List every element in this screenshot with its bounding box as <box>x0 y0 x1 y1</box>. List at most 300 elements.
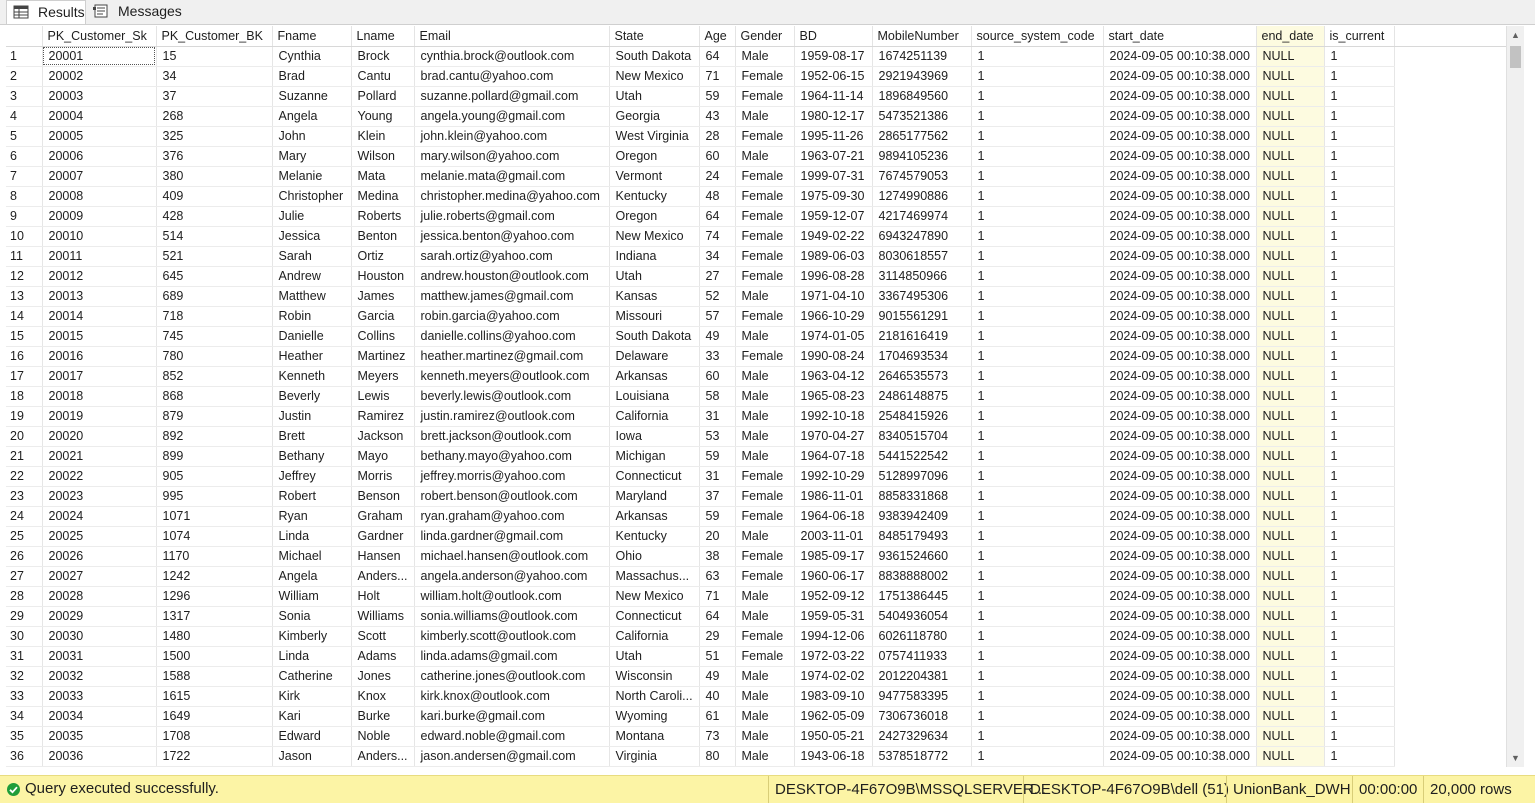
cell-pk-customer-bk[interactable]: 1722 <box>156 746 272 766</box>
row-number[interactable]: 25 <box>6 526 42 546</box>
cell-mobilenumber[interactable]: 5378518772 <box>872 746 971 766</box>
cell-pk-customer-bk[interactable]: 1317 <box>156 606 272 626</box>
cell-gender[interactable]: Female <box>735 546 794 566</box>
cell-bd[interactable]: 1950-05-21 <box>794 726 872 746</box>
cell-start-date[interactable]: 2024-09-05 00:10:38.000 <box>1103 226 1256 246</box>
cell-source-system-code[interactable]: 1 <box>971 666 1103 686</box>
cell-is-current[interactable]: 1 <box>1324 106 1394 126</box>
cell-lname[interactable]: Scott <box>351 626 414 646</box>
cell-pk-customer-bk[interactable]: 1500 <box>156 646 272 666</box>
cell-pk-customer-sk[interactable]: 20001 <box>42 46 156 66</box>
cell-age[interactable]: 71 <box>699 586 735 606</box>
cell-source-system-code[interactable]: 1 <box>971 166 1103 186</box>
cell-is-current[interactable]: 1 <box>1324 46 1394 66</box>
scroll-down-arrow-icon[interactable]: ▼ <box>1511 753 1520 763</box>
cell-state[interactable]: Iowa <box>609 426 699 446</box>
cell-pk-customer-bk[interactable]: 905 <box>156 466 272 486</box>
cell-pk-customer-bk[interactable]: 521 <box>156 246 272 266</box>
cell-age[interactable]: 53 <box>699 426 735 446</box>
cell-fname[interactable]: Andrew <box>272 266 351 286</box>
row-number[interactable]: 12 <box>6 266 42 286</box>
cell-lname[interactable]: Medina <box>351 186 414 206</box>
cell-lname[interactable]: Morris <box>351 466 414 486</box>
cell-lname[interactable]: James <box>351 286 414 306</box>
cell-fname[interactable]: Michael <box>272 546 351 566</box>
cell-lname[interactable]: Cantu <box>351 66 414 86</box>
cell-age[interactable]: 49 <box>699 666 735 686</box>
cell-age[interactable]: 60 <box>699 366 735 386</box>
cell-pk-customer-bk[interactable]: 1242 <box>156 566 272 586</box>
cell-mobilenumber[interactable]: 5441522542 <box>872 446 971 466</box>
cell-start-date[interactable]: 2024-09-05 00:10:38.000 <box>1103 346 1256 366</box>
cell-state[interactable]: New Mexico <box>609 66 699 86</box>
cell-pk-customer-bk[interactable]: 1480 <box>156 626 272 646</box>
cell-email[interactable]: robert.benson@outlook.com <box>414 486 609 506</box>
row-number[interactable]: 27 <box>6 566 42 586</box>
table-row[interactable] <box>6 726 1506 746</box>
cell-state[interactable]: Utah <box>609 266 699 286</box>
cell-pk-customer-bk[interactable]: 1170 <box>156 546 272 566</box>
cell-gender[interactable]: Female <box>735 486 794 506</box>
cell-fname[interactable]: Heather <box>272 346 351 366</box>
cell-pk-customer-sk[interactable]: 20007 <box>42 166 156 186</box>
table-row[interactable] <box>6 286 1506 306</box>
cell-source-system-code[interactable]: 1 <box>971 86 1103 106</box>
cell-gender[interactable]: Female <box>735 226 794 246</box>
cell-email[interactable]: angela.young@gmail.com <box>414 106 609 126</box>
cell-state[interactable]: Utah <box>609 86 699 106</box>
table-row[interactable] <box>6 646 1506 666</box>
cell-gender[interactable]: Male <box>735 606 794 626</box>
cell-source-system-code[interactable]: 1 <box>971 546 1103 566</box>
cell-is-current[interactable]: 1 <box>1324 746 1394 766</box>
cell-lname[interactable]: Graham <box>351 506 414 526</box>
cell-end-date[interactable]: NULL <box>1256 546 1324 566</box>
cell-email[interactable]: kari.burke@gmail.com <box>414 706 609 726</box>
cell-fname[interactable]: Angela <box>272 566 351 586</box>
cell-start-date[interactable]: 2024-09-05 00:10:38.000 <box>1103 506 1256 526</box>
row-number[interactable]: 17 <box>6 366 42 386</box>
cell-source-system-code[interactable]: 1 <box>971 306 1103 326</box>
cell-gender[interactable]: Female <box>735 186 794 206</box>
table-row[interactable] <box>6 426 1506 446</box>
cell-bd[interactable]: 1983-09-10 <box>794 686 872 706</box>
cell-age[interactable]: 59 <box>699 506 735 526</box>
table-row[interactable] <box>6 546 1506 566</box>
cell-is-current[interactable]: 1 <box>1324 526 1394 546</box>
cell-bd[interactable]: 1994-12-06 <box>794 626 872 646</box>
row-number[interactable]: 16 <box>6 346 42 366</box>
cell-state[interactable]: Virginia <box>609 746 699 766</box>
cell-mobilenumber[interactable]: 6026118780 <box>872 626 971 646</box>
cell-lname[interactable]: Anders... <box>351 566 414 586</box>
tab-results[interactable] <box>6 0 86 24</box>
cell-pk-customer-bk[interactable]: 745 <box>156 326 272 346</box>
cell-mobilenumber[interactable]: 9361524660 <box>872 546 971 566</box>
cell-pk-customer-bk[interactable]: 1071 <box>156 506 272 526</box>
cell-state[interactable]: Montana <box>609 726 699 746</box>
cell-mobilenumber[interactable]: 9477583395 <box>872 686 971 706</box>
column-header-email[interactable]: Email <box>414 26 609 46</box>
cell-lname[interactable]: Hansen <box>351 546 414 566</box>
cell-bd[interactable]: 1999-07-31 <box>794 166 872 186</box>
cell-start-date[interactable]: 2024-09-05 00:10:38.000 <box>1103 326 1256 346</box>
table-row[interactable] <box>6 146 1506 166</box>
cell-fname[interactable]: Angela <box>272 106 351 126</box>
cell-is-current[interactable]: 1 <box>1324 186 1394 206</box>
cell-state[interactable]: Oregon <box>609 146 699 166</box>
row-number[interactable]: 24 <box>6 506 42 526</box>
cell-mobilenumber[interactable]: 1896849560 <box>872 86 971 106</box>
cell-fname[interactable]: Linda <box>272 526 351 546</box>
cell-fname[interactable]: Justin <box>272 406 351 426</box>
cell-end-date[interactable]: NULL <box>1256 46 1324 66</box>
cell-gender[interactable]: Male <box>735 46 794 66</box>
cell-lname[interactable]: Collins <box>351 326 414 346</box>
table-row[interactable] <box>6 126 1506 146</box>
cell-email[interactable]: mary.wilson@yahoo.com <box>414 146 609 166</box>
cell-state[interactable]: South Dakota <box>609 326 699 346</box>
cell-email[interactable]: julie.roberts@gmail.com <box>414 206 609 226</box>
cell-state[interactable]: Louisiana <box>609 386 699 406</box>
cell-start-date[interactable]: 2024-09-05 00:10:38.000 <box>1103 366 1256 386</box>
cell-end-date[interactable]: NULL <box>1256 126 1324 146</box>
row-number[interactable]: 5 <box>6 126 42 146</box>
cell-age[interactable]: 24 <box>699 166 735 186</box>
cell-source-system-code[interactable]: 1 <box>971 626 1103 646</box>
cell-fname[interactable]: Cynthia <box>272 46 351 66</box>
table-row[interactable] <box>6 706 1506 726</box>
cell-bd[interactable]: 1980-12-17 <box>794 106 872 126</box>
cell-pk-customer-bk[interactable]: 268 <box>156 106 272 126</box>
cell-lname[interactable]: Mayo <box>351 446 414 466</box>
tab-messages[interactable] <box>87 0 182 23</box>
column-header-gender[interactable]: Gender <box>735 26 794 46</box>
cell-state[interactable]: Massachus... <box>609 566 699 586</box>
table-row[interactable] <box>6 206 1506 226</box>
cell-mobilenumber[interactable]: 2921943969 <box>872 66 971 86</box>
cell-pk-customer-sk[interactable]: 20022 <box>42 466 156 486</box>
cell-start-date[interactable]: 2024-09-05 00:10:38.000 <box>1103 746 1256 766</box>
cell-pk-customer-bk[interactable]: 1296 <box>156 586 272 606</box>
cell-is-current[interactable]: 1 <box>1324 326 1394 346</box>
cell-state[interactable]: Ohio <box>609 546 699 566</box>
cell-mobilenumber[interactable]: 2012204381 <box>872 666 971 686</box>
cell-fname[interactable]: Kirk <box>272 686 351 706</box>
cell-email[interactable]: sarah.ortiz@yahoo.com <box>414 246 609 266</box>
cell-state[interactable]: Wyoming <box>609 706 699 726</box>
cell-bd[interactable]: 1975-09-30 <box>794 186 872 206</box>
cell-pk-customer-bk[interactable]: 37 <box>156 86 272 106</box>
cell-age[interactable]: 40 <box>699 686 735 706</box>
cell-gender[interactable]: Female <box>735 646 794 666</box>
cell-state[interactable]: Arkansas <box>609 506 699 526</box>
cell-lname[interactable]: Burke <box>351 706 414 726</box>
cell-is-current[interactable]: 1 <box>1324 286 1394 306</box>
cell-email[interactable]: edward.noble@gmail.com <box>414 726 609 746</box>
row-number[interactable]: 36 <box>6 746 42 766</box>
cell-fname[interactable]: Brett <box>272 426 351 446</box>
cell-bd[interactable]: 2003-11-01 <box>794 526 872 546</box>
cell-source-system-code[interactable]: 1 <box>971 206 1103 226</box>
cell-lname[interactable]: Meyers <box>351 366 414 386</box>
cell-is-current[interactable]: 1 <box>1324 246 1394 266</box>
cell-pk-customer-sk[interactable]: 20018 <box>42 386 156 406</box>
cell-bd[interactable]: 1963-07-21 <box>794 146 872 166</box>
cell-pk-customer-bk[interactable]: 1649 <box>156 706 272 726</box>
cell-bd[interactable]: 1959-08-17 <box>794 46 872 66</box>
cell-gender[interactable]: Female <box>735 126 794 146</box>
cell-pk-customer-sk[interactable]: 20026 <box>42 546 156 566</box>
row-number[interactable]: 21 <box>6 446 42 466</box>
cell-mobilenumber[interactable]: 5404936054 <box>872 606 971 626</box>
cell-age[interactable]: 64 <box>699 606 735 626</box>
cell-state[interactable]: Maryland <box>609 486 699 506</box>
cell-gender[interactable]: Female <box>735 306 794 326</box>
cell-gender[interactable]: Female <box>735 66 794 86</box>
cell-lname[interactable]: Adams <box>351 646 414 666</box>
cell-email[interactable]: cynthia.brock@outlook.com <box>414 46 609 66</box>
row-number[interactable]: 26 <box>6 546 42 566</box>
cell-source-system-code[interactable]: 1 <box>971 386 1103 406</box>
cell-bd[interactable]: 1989-06-03 <box>794 246 872 266</box>
cell-end-date[interactable]: NULL <box>1256 446 1324 466</box>
column-header-bd[interactable]: BD <box>794 26 872 46</box>
table-row[interactable] <box>6 606 1506 626</box>
cell-pk-customer-sk[interactable]: 20005 <box>42 126 156 146</box>
cell-bd[interactable]: 1990-08-24 <box>794 346 872 366</box>
table-row[interactable] <box>6 526 1506 546</box>
cell-start-date[interactable]: 2024-09-05 00:10:38.000 <box>1103 566 1256 586</box>
cell-email[interactable]: danielle.collins@yahoo.com <box>414 326 609 346</box>
cell-state[interactable]: Missouri <box>609 306 699 326</box>
cell-is-current[interactable]: 1 <box>1324 626 1394 646</box>
cell-fname[interactable]: Robert <box>272 486 351 506</box>
row-number[interactable]: 7 <box>6 166 42 186</box>
cell-email[interactable]: kirk.knox@outlook.com <box>414 686 609 706</box>
cell-start-date[interactable]: 2024-09-05 00:10:38.000 <box>1103 526 1256 546</box>
cell-gender[interactable]: Male <box>735 386 794 406</box>
row-number[interactable]: 4 <box>6 106 42 126</box>
cell-gender[interactable]: Male <box>735 706 794 726</box>
cell-mobilenumber[interactable]: 4217469974 <box>872 206 971 226</box>
cell-bd[interactable]: 1965-08-23 <box>794 386 872 406</box>
cell-email[interactable]: heather.martinez@gmail.com <box>414 346 609 366</box>
cell-fname[interactable]: Julie <box>272 206 351 226</box>
cell-end-date[interactable]: NULL <box>1256 106 1324 126</box>
cell-state[interactable]: Wisconsin <box>609 666 699 686</box>
cell-source-system-code[interactable]: 1 <box>971 486 1103 506</box>
cell-bd[interactable]: 1992-10-18 <box>794 406 872 426</box>
column-header-pk-customer-bk[interactable]: PK_Customer_BK <box>156 26 272 46</box>
cell-lname[interactable]: Young <box>351 106 414 126</box>
cell-gender[interactable]: Male <box>735 726 794 746</box>
cell-email[interactable]: kenneth.meyers@outlook.com <box>414 366 609 386</box>
cell-source-system-code[interactable]: 1 <box>971 446 1103 466</box>
cell-state[interactable]: California <box>609 626 699 646</box>
cell-mobilenumber[interactable]: 2548415926 <box>872 406 971 426</box>
cell-end-date[interactable]: NULL <box>1256 346 1324 366</box>
cell-bd[interactable]: 1964-11-14 <box>794 86 872 106</box>
cell-age[interactable]: 71 <box>699 66 735 86</box>
cell-start-date[interactable]: 2024-09-05 00:10:38.000 <box>1103 486 1256 506</box>
cell-email[interactable]: andrew.houston@outlook.com <box>414 266 609 286</box>
row-number[interactable]: 22 <box>6 466 42 486</box>
scroll-thumb[interactable] <box>1510 46 1521 68</box>
cell-gender[interactable]: Male <box>735 666 794 686</box>
cell-age[interactable]: 74 <box>699 226 735 246</box>
cell-end-date[interactable]: NULL <box>1256 666 1324 686</box>
cell-gender[interactable]: Male <box>735 446 794 466</box>
cell-lname[interactable]: Brock <box>351 46 414 66</box>
cell-is-current[interactable]: 1 <box>1324 346 1394 366</box>
cell-bd[interactable]: 1960-06-17 <box>794 566 872 586</box>
cell-mobilenumber[interactable]: 9894105236 <box>872 146 971 166</box>
cell-email[interactable]: brad.cantu@yahoo.com <box>414 66 609 86</box>
table-row[interactable] <box>6 86 1506 106</box>
cell-end-date[interactable]: NULL <box>1256 426 1324 446</box>
cell-bd[interactable]: 1986-11-01 <box>794 486 872 506</box>
row-number[interactable]: 2 <box>6 66 42 86</box>
cell-pk-customer-bk[interactable]: 780 <box>156 346 272 366</box>
cell-is-current[interactable]: 1 <box>1324 406 1394 426</box>
column-header-fname[interactable]: Fname <box>272 26 351 46</box>
cell-bd[interactable]: 1974-02-02 <box>794 666 872 686</box>
cell-state[interactable]: Connecticut <box>609 606 699 626</box>
cell-fname[interactable]: Jason <box>272 746 351 766</box>
cell-start-date[interactable]: 2024-09-05 00:10:38.000 <box>1103 606 1256 626</box>
column-header-end-date[interactable]: end_date <box>1256 26 1324 46</box>
cell-fname[interactable]: Jeffrey <box>272 466 351 486</box>
table-row[interactable] <box>6 746 1506 766</box>
cell-age[interactable]: 73 <box>699 726 735 746</box>
row-number[interactable]: 28 <box>6 586 42 606</box>
cell-pk-customer-bk[interactable]: 1708 <box>156 726 272 746</box>
cell-lname[interactable]: Jackson <box>351 426 414 446</box>
cell-start-date[interactable]: 2024-09-05 00:10:38.000 <box>1103 706 1256 726</box>
cell-mobilenumber[interactable]: 1674251139 <box>872 46 971 66</box>
cell-lname[interactable]: Wilson <box>351 146 414 166</box>
cell-start-date[interactable]: 2024-09-05 00:10:38.000 <box>1103 466 1256 486</box>
cell-pk-customer-bk[interactable]: 892 <box>156 426 272 446</box>
row-number[interactable]: 32 <box>6 666 42 686</box>
table-row[interactable] <box>6 346 1506 366</box>
cell-source-system-code[interactable]: 1 <box>971 406 1103 426</box>
cell-mobilenumber[interactable]: 1274990886 <box>872 186 971 206</box>
cell-age[interactable]: 64 <box>699 206 735 226</box>
cell-mobilenumber[interactable]: 6943247890 <box>872 226 971 246</box>
cell-pk-customer-bk[interactable]: 645 <box>156 266 272 286</box>
cell-end-date[interactable]: NULL <box>1256 166 1324 186</box>
cell-age[interactable]: 80 <box>699 746 735 766</box>
row-number[interactable]: 35 <box>6 726 42 746</box>
cell-bd[interactable]: 1972-03-22 <box>794 646 872 666</box>
cell-state[interactable]: North Caroli... <box>609 686 699 706</box>
cell-email[interactable]: matthew.james@gmail.com <box>414 286 609 306</box>
cell-fname[interactable]: Ryan <box>272 506 351 526</box>
cell-email[interactable]: suzanne.pollard@gmail.com <box>414 86 609 106</box>
cell-fname[interactable]: Brad <box>272 66 351 86</box>
cell-end-date[interactable]: NULL <box>1256 286 1324 306</box>
row-number[interactable]: 8 <box>6 186 42 206</box>
cell-end-date[interactable]: NULL <box>1256 606 1324 626</box>
table-row[interactable] <box>6 226 1506 246</box>
cell-gender[interactable]: Female <box>735 506 794 526</box>
cell-email[interactable]: christopher.medina@yahoo.com <box>414 186 609 206</box>
cell-pk-customer-sk[interactable]: 20017 <box>42 366 156 386</box>
cell-age[interactable]: 59 <box>699 86 735 106</box>
cell-is-current[interactable]: 1 <box>1324 126 1394 146</box>
cell-email[interactable]: beverly.lewis@outlook.com <box>414 386 609 406</box>
row-number[interactable]: 33 <box>6 686 42 706</box>
cell-bd[interactable]: 1959-05-31 <box>794 606 872 626</box>
cell-is-current[interactable]: 1 <box>1324 146 1394 166</box>
table-row[interactable] <box>6 446 1506 466</box>
cell-pk-customer-bk[interactable]: 879 <box>156 406 272 426</box>
cell-end-date[interactable]: NULL <box>1256 226 1324 246</box>
cell-fname[interactable]: Bethany <box>272 446 351 466</box>
cell-age[interactable]: 29 <box>699 626 735 646</box>
row-number[interactable]: 14 <box>6 306 42 326</box>
cell-pk-customer-sk[interactable]: 20021 <box>42 446 156 466</box>
cell-fname[interactable]: Robin <box>272 306 351 326</box>
cell-end-date[interactable]: NULL <box>1256 706 1324 726</box>
cell-source-system-code[interactable]: 1 <box>971 346 1103 366</box>
cell-bd[interactable]: 1964-07-18 <box>794 446 872 466</box>
cell-state[interactable]: Kentucky <box>609 526 699 546</box>
cell-source-system-code[interactable]: 1 <box>971 246 1103 266</box>
cell-state[interactable]: New Mexico <box>609 586 699 606</box>
cell-end-date[interactable]: NULL <box>1256 506 1324 526</box>
cell-lname[interactable]: Williams <box>351 606 414 626</box>
cell-mobilenumber[interactable]: 3367495306 <box>872 286 971 306</box>
row-number[interactable]: 23 <box>6 486 42 506</box>
cell-is-current[interactable]: 1 <box>1324 546 1394 566</box>
cell-state[interactable]: New Mexico <box>609 226 699 246</box>
cell-lname[interactable]: Ramirez <box>351 406 414 426</box>
cell-fname[interactable]: Edward <box>272 726 351 746</box>
cell-end-date[interactable]: NULL <box>1256 86 1324 106</box>
cell-pk-customer-bk[interactable]: 689 <box>156 286 272 306</box>
cell-email[interactable]: kimberly.scott@outlook.com <box>414 626 609 646</box>
cell-pk-customer-bk[interactable]: 325 <box>156 126 272 146</box>
column-header-age[interactable]: Age <box>699 26 735 46</box>
cell-age[interactable]: 48 <box>699 186 735 206</box>
cell-source-system-code[interactable]: 1 <box>971 266 1103 286</box>
table-row[interactable] <box>6 506 1506 526</box>
cell-age[interactable]: 51 <box>699 646 735 666</box>
cell-state[interactable]: Michigan <box>609 446 699 466</box>
cell-pk-customer-sk[interactable]: 20036 <box>42 746 156 766</box>
cell-mobilenumber[interactable]: 0757411933 <box>872 646 971 666</box>
cell-is-current[interactable]: 1 <box>1324 86 1394 106</box>
cell-pk-customer-sk[interactable]: 20003 <box>42 86 156 106</box>
cell-email[interactable]: jeffrey.morris@yahoo.com <box>414 466 609 486</box>
column-header-source-system-code[interactable]: source_system_code <box>971 26 1103 46</box>
cell-pk-customer-sk[interactable]: 20012 <box>42 266 156 286</box>
cell-email[interactable]: jason.andersen@gmail.com <box>414 746 609 766</box>
cell-pk-customer-bk[interactable]: 428 <box>156 206 272 226</box>
cell-start-date[interactable]: 2024-09-05 00:10:38.000 <box>1103 166 1256 186</box>
table-row[interactable] <box>6 186 1506 206</box>
cell-email[interactable]: catherine.jones@outlook.com <box>414 666 609 686</box>
column-header-start-date[interactable]: start_date <box>1103 26 1256 46</box>
cell-age[interactable]: 52 <box>699 286 735 306</box>
cell-pk-customer-sk[interactable]: 20025 <box>42 526 156 546</box>
cell-source-system-code[interactable]: 1 <box>971 186 1103 206</box>
cell-mobilenumber[interactable]: 1704693534 <box>872 346 971 366</box>
cell-start-date[interactable]: 2024-09-05 00:10:38.000 <box>1103 86 1256 106</box>
